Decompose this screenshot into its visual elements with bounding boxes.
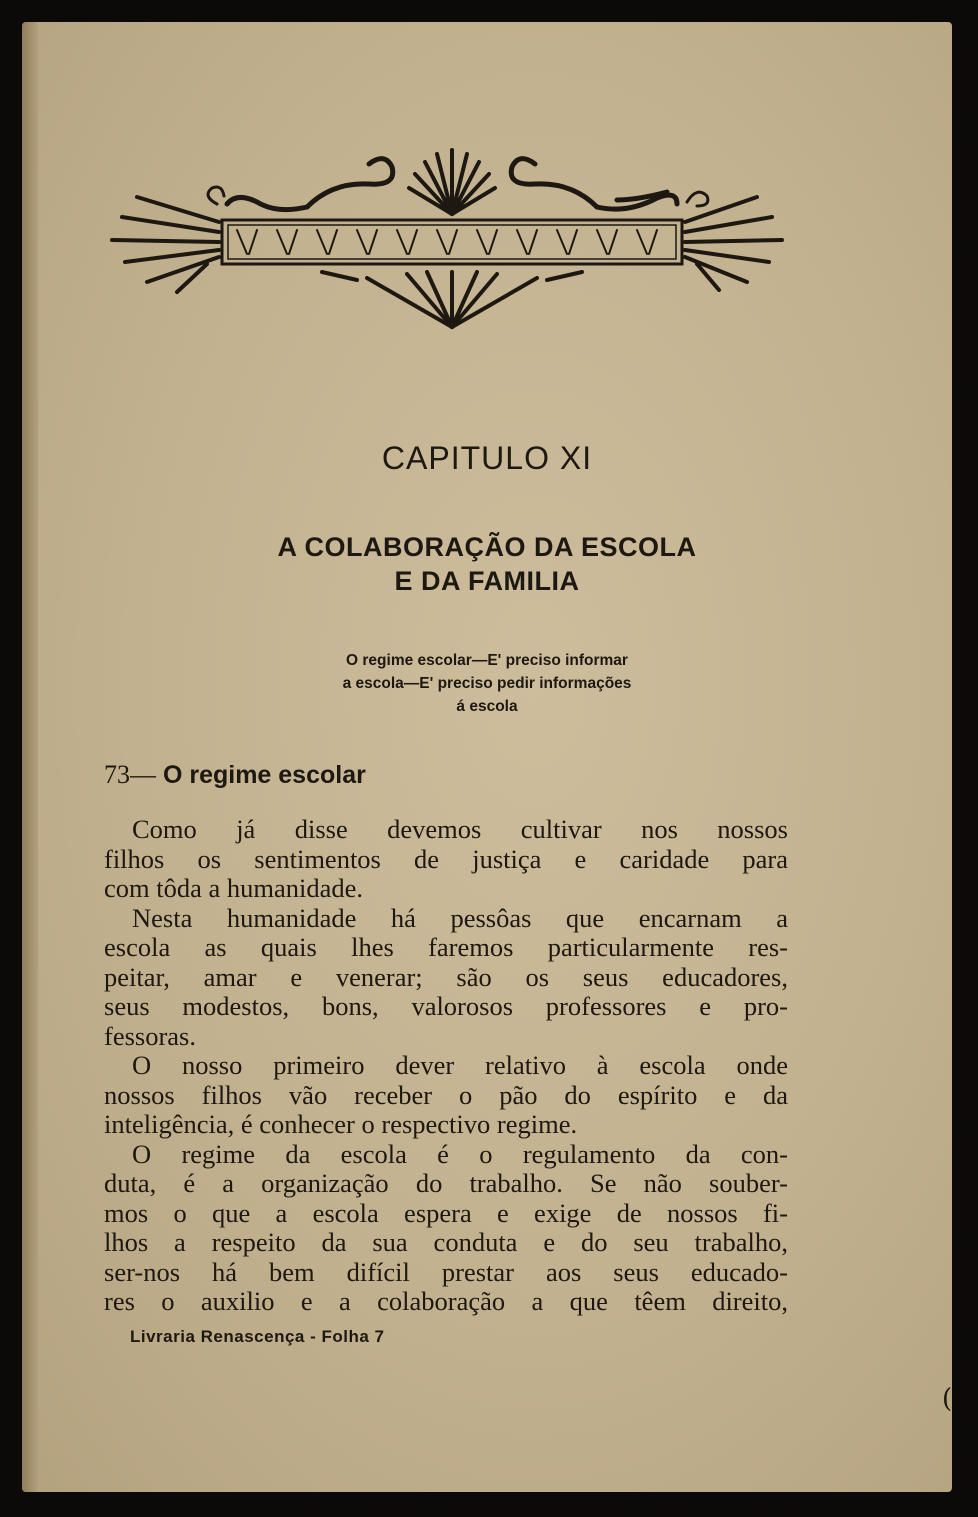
chapter-summary [22, 649, 952, 718]
body-line: O nosso primeiro dever relativo à escola onde [132, 1050, 788, 1080]
body-line: Nesta humanidade há pessôas que encarnam a [132, 902, 788, 933]
body-line: duta, é a organização do trabalho. Se não souber- [104, 1168, 788, 1198]
summary-line: O regime escolar—E' preciso informar [346, 652, 628, 669]
section-dash: — [130, 760, 156, 789]
margin-mark: ( [942, 1384, 952, 1414]
body-line: peitar, amar e venerar; são os seus educadores, [104, 961, 788, 992]
body-text [104, 815, 788, 1317]
body-line: nossos filhos vão receber o pão do espírito e da [104, 1079, 788, 1110]
body-line: seus modestos, bons, valorosos professores e pro- [104, 991, 788, 1021]
page-footer: Livraria Renascença - Folha 7 [130, 1327, 385, 1346]
body-line: escola as quais lhes faremos particularmente res- [104, 932, 788, 962]
page-spine-shadow [22, 22, 38, 1492]
body-line: O regime da escola é o regulamento da con- [132, 1138, 788, 1169]
body-line: ser-nos há bem difícil prestar aos seus educado- [104, 1256, 788, 1287]
book-page [22, 22, 952, 1492]
body-line: com tôda a humanidade. [104, 873, 364, 903]
body-line: Como já disse devemos cultivar nos nossos [132, 814, 788, 844]
body-line: mos o que a escola espera e exige de nossos fi- [104, 1197, 788, 1228]
body-line: inteligência, é conhecer o respectivo regime. [104, 1109, 578, 1139]
section-number: 73 [104, 760, 130, 789]
section-heading [104, 760, 366, 790]
summary-line: a escola—E' preciso pedir informações [342, 675, 632, 692]
chapter-title-line: E DA FAMILIA [394, 566, 580, 596]
chapter-title [22, 530, 952, 598]
summary-line: á escola [456, 698, 518, 715]
body-line: filhos os sentimentos de justiça e caridade para [104, 843, 788, 874]
body-line: res o auxilio e a colaboração a que têem direito, [104, 1286, 788, 1316]
body-line: fessoras. [104, 1020, 196, 1051]
body-line: lhos a respeito da sua conduta e do seu trabalho, [104, 1227, 788, 1257]
chapter-heading: CAPITULO XI [381, 440, 593, 476]
chapter-title-line: A COLABORAÇÃO DA ESCOLA [277, 532, 697, 562]
section-title: O regime escolar [162, 761, 366, 789]
decorative-headpiece-ornament-icon [107, 122, 787, 332]
